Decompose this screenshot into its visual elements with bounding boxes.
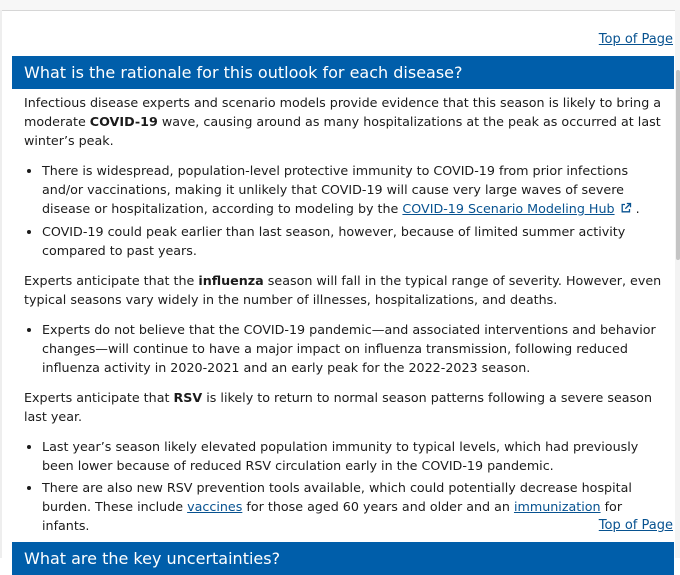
list-item: • Experts do not believe that the COVID-19 pandemic—and associated interventions and behavior changes—will continue to have a major impact on influenza transmission, following reduced influenza activity in 2020-2021 and an early peak for the 2022-2023 season. xyxy=(42,320,667,377)
rsv-bullet-list xyxy=(24,437,667,535)
list-item: • COVID-19 could peak earlier than last season, however, because of limited summer activity compared to past years. xyxy=(42,222,667,260)
vaccines-link[interactable]: vaccines xyxy=(187,499,243,514)
scenario-modeling-hub-link[interactable]: COVID-19 Scenario Modeling Hub xyxy=(402,201,615,216)
section-heading-uncertainties: What are the key uncertainties? xyxy=(12,542,674,575)
rationale-content xyxy=(24,93,667,546)
covid-term: COVID-19 xyxy=(89,114,158,129)
rsv-paragraph: Experts anticipate that RSV is likely to return to normal season patterns following a severe season last year. xyxy=(24,390,652,424)
list-item: • There is widespread, population-level protective immunity to COVID-19 from prior infections and/or vaccinations, making it unlikely that COVID-19 will cause very large waves of severe disease or hospitalization, according to modeling by the COVID-19 Scenario Modeling Hub . xyxy=(42,161,667,219)
top-of-page-link[interactable]: Top of Page xyxy=(598,32,673,47)
section-heading-rationale: What is the rationale for this outlook for each disease? xyxy=(12,56,674,89)
covid-intro-paragraph: Infectious disease experts and scenario models provide evidence that this season is likely to bring a moderate COVID-19 wave, causing around as many hospitalizations at the peak as occurred at last winter’s peak. xyxy=(24,95,662,148)
influenza-paragraph: Experts anticipate that the influenza season will fall in the typical range of severity. However, even typical seasons vary widely in the number of illnesses, hospitalizations, and deaths. xyxy=(24,273,662,307)
list-item: • Last year’s season likely elevated population immunity to typical levels, which had previously been lower because of reduced RSV circulation early in the COVID-19 pandemic. xyxy=(42,437,667,475)
left-border xyxy=(0,10,2,558)
influenza-term: influenza xyxy=(198,273,264,288)
immunization-link[interactable]: immunization xyxy=(513,499,601,514)
list-item: • There are also new RSV prevention tools available, which could potentially decrease hospital burden. These include vaccines for those aged 60 years and older and an immunization for infants. xyxy=(42,478,667,535)
external-link-icon[interactable] xyxy=(620,200,632,219)
covid-bullet-list xyxy=(24,161,667,260)
rsv-term: RSV xyxy=(173,390,203,405)
scrollbar-thumb[interactable] xyxy=(676,70,680,260)
influenza-bullet-list xyxy=(24,320,667,377)
previous-section-edge xyxy=(0,0,680,11)
top-of-page-link-bottom[interactable]: Top of Page xyxy=(598,518,673,533)
